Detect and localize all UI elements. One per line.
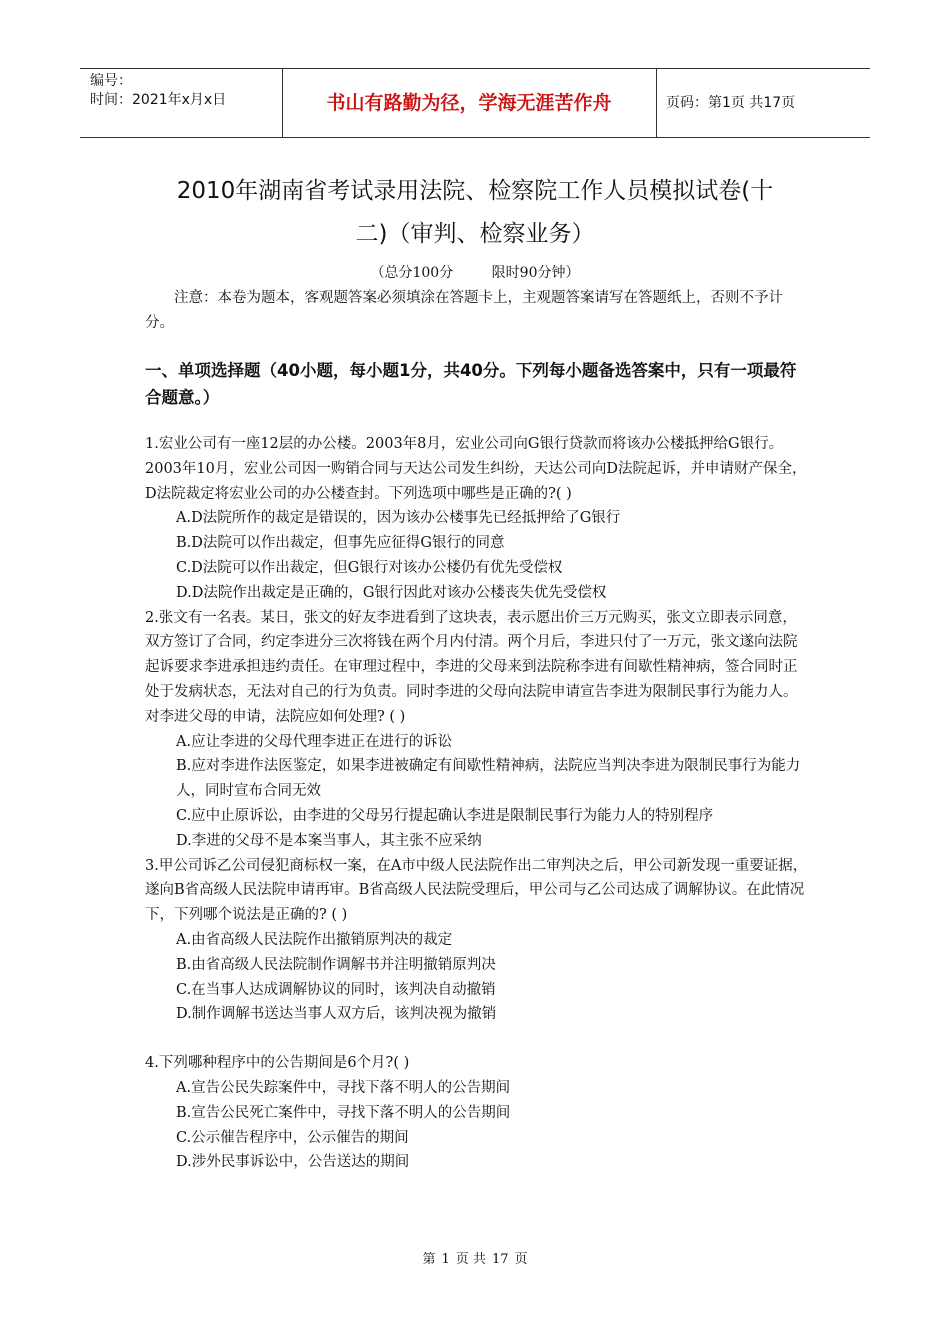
- question-item: [145, 1051, 810, 1175]
- question-list: [145, 432, 810, 1175]
- footer-suffix: 页: [514, 1252, 528, 1267]
- question-option: C.在当事人达成调解协议的同时，该判决自动撤销: [176, 981, 496, 998]
- spacer: [145, 1027, 810, 1051]
- question-option: B.D法院可以作出裁定，但事先应征得G银行的同意: [176, 535, 505, 552]
- question-option: B.由省高级人民法院制作调解书并注明撤销原判决: [176, 956, 496, 973]
- question-stem: 1.宏业公司有一座12层的办公楼。2003年8月，宏业公司向G银行贷款而将该办公楼抵押给G银行。2003年10月，宏业公司因一购销合同与天达公司发生纠纷，天达公司向D法院起诉，并申请财产保全，D法院裁定将宏业公司的办公楼查封。下列选项中哪些是正确的?( ): [145, 436, 807, 502]
- question-option: D.涉外民事诉讼中，公告送达的期间: [176, 1154, 410, 1171]
- question-option: C.D法院可以作出裁定，但G银行对该办公楼仍有优先受偿权: [176, 559, 563, 576]
- question-stem: 2.张文有一名表。某日，张文的好友李进看到了这块表，表示愿出价三万元购买，张文立即表示同意，双方签订了合同，约定李进分三次将钱在两个月内付清。两个月后，李进只付了一万元，张文遂向法院起诉要求李进承担违约责任。在审理过程中，李进的父母来到法院称李进有间歇性精神病，签合同时正处于发病状态，无法对自己的行为负责。同时李进的父母向法院申请宣告李进为限制民事行为能力人。对李进父母的申请，法院应如何处理? ( ): [145, 609, 798, 725]
- footer-page-number: 1: [441, 1252, 450, 1267]
- motto-text: 书山有路勤为径，学海无涯苦作舟: [326, 92, 612, 114]
- question-option: D.D法院作出裁定是正确的，G银行因此对该办公楼丧失优先受偿权: [176, 584, 607, 601]
- question-option: A.应让李进的父母代理李进正在进行的诉讼: [176, 733, 453, 750]
- question-item: [145, 432, 810, 606]
- footer-mid: 页 共: [455, 1252, 486, 1267]
- time-limit: 限时90分钟）: [491, 265, 580, 281]
- section-heading: 一、单项选择题（40小题，每小题1分，共40分。下列每小题备选答案中，只有一项最符合题意。）: [145, 361, 797, 407]
- question-option: A.宣告公民失踪案件中，寻找下落不明人的公告期间: [176, 1079, 511, 1096]
- question-option: C.公示催告程序中，公示催告的期间: [176, 1129, 409, 1146]
- page-footer: [0, 1248, 950, 1267]
- question-option: D.制作调解书送达当事人双方后，该判决视为撤销: [176, 1006, 497, 1023]
- question-item: [145, 854, 810, 1028]
- doc-title-line2: 二)（审判、检察业务）: [355, 221, 595, 247]
- question-item: [145, 606, 810, 854]
- question-option: B.宣告公民死亡案件中，寻找下落不明人的公告期间: [176, 1104, 511, 1121]
- question-option: B.应对李进作法医鉴定，如果李进被确定有间歇性精神病，法院应当判决李进为限制民事行为能力人，同时宣布合同无效: [176, 758, 801, 800]
- header-info-cell: [80, 69, 283, 137]
- total-score: （总分100分: [370, 265, 454, 281]
- question-option: A.D法院所作的裁定是错误的，因为该办公楼事先已经抵押给了G银行: [176, 510, 621, 527]
- question-option: C.应中止原诉讼，由李进的父母另行提起确认李进是限制民事行为能力人的特别程序: [176, 807, 714, 824]
- question-option: A.由省高级人民法院作出撤销原判决的裁定: [176, 931, 453, 948]
- footer-total-pages: 17: [491, 1252, 509, 1267]
- exam-meta: [0, 262, 950, 282]
- question-option: D.李进的父母不是本案当事人，其主张不应采纳: [176, 832, 482, 849]
- exam-notice: 注意：本卷为题本，客观题答案必须填涂在答题卡上，主观题答案请写在答题纸上，否则不予计分。: [145, 290, 783, 331]
- header-motto-cell: [282, 69, 657, 137]
- date-label: 时间：2021年x月x日: [90, 92, 227, 108]
- footer-prefix: 第: [422, 1252, 436, 1267]
- header-page-cell: [656, 69, 870, 137]
- question-stem: 4.下列哪种程序中的公告期间是6个月?( ): [145, 1055, 410, 1072]
- question-stem: 3.甲公司诉乙公司侵犯商标权一案，在A市中级人民法院作出二审判决之后，甲公司新发现一重要证据，遂向B省高级人民法院申请再审。B省高级人民法院受理后，甲公司与乙公司达成了调解协议。在此情况下，下列哪个说法是正确的? ( ): [145, 857, 808, 924]
- page-header: [80, 68, 870, 138]
- page-info: 页码：第1页 共17页: [666, 95, 796, 111]
- code-label: 编号：: [90, 73, 132, 89]
- doc-title-line1: 2010年湖南省考试录用法院、检察院工作人员模拟试卷(十: [176, 178, 774, 204]
